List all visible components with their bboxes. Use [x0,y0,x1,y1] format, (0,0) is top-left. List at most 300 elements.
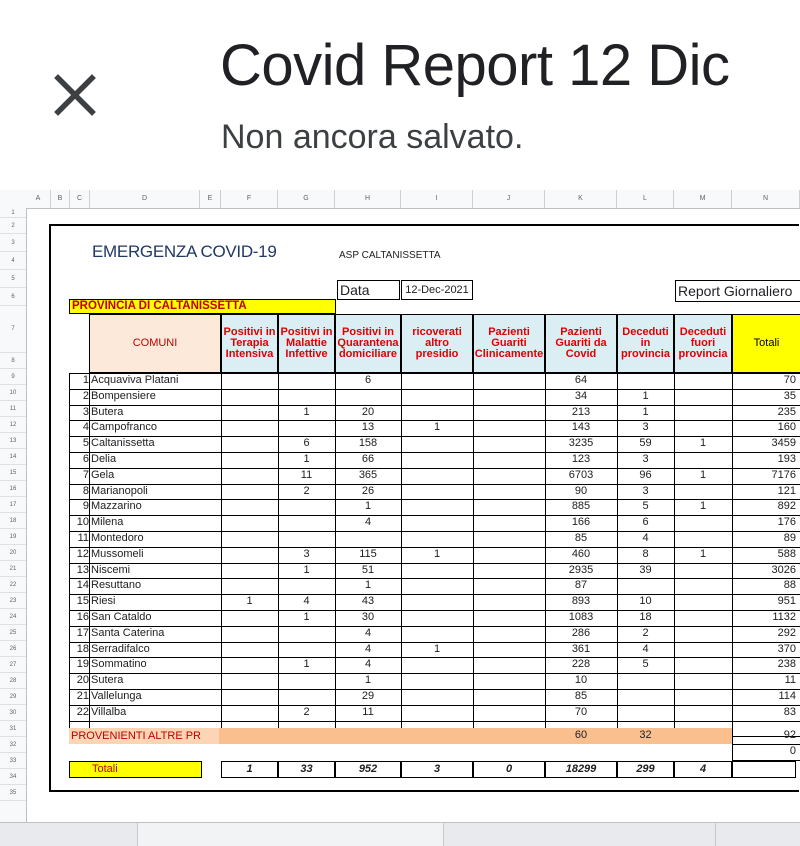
cell-malattie[interactable]: 1 [303,563,310,576]
cell-deceduti-fuori[interactable] [674,531,732,547]
cell-quarantena[interactable]: 26 [361,484,375,497]
column-header[interactable]: I [401,190,473,208]
cell-deceduti-in[interactable]: 8 [642,547,649,560]
row-header[interactable]: 18 [0,513,26,529]
close-icon[interactable] [52,72,98,118]
header-deceduti-fuori[interactable]: Deceduti fuori provincia [674,314,732,373]
totali-malattie[interactable]: 33 [278,761,335,778]
cell-guariti[interactable]: 143 [571,421,591,434]
cell-guariti-clin[interactable] [473,563,545,579]
sheet-tab[interactable] [0,823,138,846]
totali-label[interactable]: Totali [69,761,202,778]
row-header[interactable]: 24 [0,609,26,625]
cell-guariti-clin[interactable] [473,484,545,500]
cell-quarantena[interactable]: 4 [364,516,372,529]
column-header[interactable]: F [221,190,278,208]
cell-deceduti-fuori[interactable] [674,594,732,610]
cell-terapia[interactable]: 1 [246,595,253,608]
cell-guariti[interactable]: 123 [571,453,591,465]
cell-malattie[interactable] [278,626,335,642]
header-deceduti-in[interactable]: Deceduti in provincia [617,314,674,373]
cell-totale[interactable]: 83 [783,705,796,718]
cell-totale[interactable]: 11 [784,674,796,687]
row-number[interactable]: 17 [76,626,89,639]
comune-name[interactable]: Montedoro [91,532,144,544]
cell-totale[interactable]: 176 [777,516,796,529]
cell-guariti[interactable]: 10 [574,674,588,687]
cell-guariti[interactable]: 361 [571,642,591,655]
row-header[interactable]: 8 [0,353,26,369]
cell-malattie[interactable] [278,373,335,389]
row-header[interactable]: 33 [0,753,26,769]
cell-malattie[interactable] [278,578,335,594]
cell-guariti-clin[interactable] [473,578,545,594]
row-header[interactable]: 31 [0,721,26,737]
cell-totale[interactable]: 370 [777,642,796,655]
cell-totale[interactable]: 588 [777,547,796,560]
cell-ricoverati[interactable] [401,705,473,721]
cell-ricoverati[interactable] [401,389,473,405]
comune-name[interactable]: Sutera [91,674,124,687]
row-header[interactable]: 23 [0,593,26,609]
cell-terapia[interactable] [221,452,278,468]
cell-totale[interactable]: 3026 [771,563,796,576]
cell-totale[interactable]: 88 [783,579,796,592]
row-header[interactable]: 6 [0,288,26,306]
row-number[interactable]: 2 [82,389,89,402]
cell-guariti[interactable]: 885 [571,500,591,513]
cell-deceduti-in[interactable] [617,689,674,705]
cell-quarantena[interactable]: 4 [364,626,372,639]
row-header[interactable]: 20 [0,545,26,561]
row-number[interactable]: 21 [76,690,89,702]
cell-guariti[interactable]: 213 [571,405,591,418]
cell-deceduti-fuori[interactable] [674,578,732,594]
cell-terapia[interactable] [221,642,278,658]
cell-guariti[interactable]: 90 [574,484,588,497]
row-number[interactable]: 9 [82,500,89,513]
cell-guariti-clin[interactable] [473,531,545,547]
cell-quarantena[interactable] [335,389,401,405]
cell-terapia[interactable] [221,389,278,405]
comune-name[interactable]: Mussomeli [91,547,144,560]
cell-guariti-clin[interactable] [473,594,545,610]
row-number[interactable]: 19 [76,658,89,671]
cell-totale[interactable]: 1132 [772,611,796,623]
cell-deceduti-in[interactable]: 96 [639,468,652,481]
column-header[interactable]: D [90,190,200,208]
cell-deceduti-fuori[interactable] [674,610,732,626]
cell-deceduti-fuori[interactable] [674,484,732,500]
cell-guariti[interactable]: 286 [571,626,591,639]
cell-malattie[interactable]: 3 [303,547,310,560]
row-header[interactable]: 3 [0,234,26,252]
provenienti-label[interactable]: PROVENIENTI ALTRE PR [69,728,219,744]
cell-quarantena[interactable]: 43 [361,595,375,608]
cell-malattie[interactable] [278,531,335,547]
cell-ricoverati[interactable] [401,578,473,594]
cell-terapia[interactable] [221,705,278,721]
cell-guariti-clin[interactable] [473,420,545,436]
cell-deceduti-in[interactable]: 18 [639,611,652,623]
cell-ricoverati[interactable] [401,452,473,468]
cell-guariti-clin[interactable] [473,436,545,452]
cell-terapia[interactable] [221,420,278,436]
provenienti-totale[interactable]: 92 [783,729,796,741]
cell-totale[interactable]: 160 [777,421,796,434]
cell-terapia[interactable] [221,626,278,642]
cell-quarantena[interactable]: 1 [364,579,372,592]
row-header[interactable]: 12 [0,417,26,433]
cell-malattie[interactable] [278,642,335,658]
header-quarantena[interactable]: Positivi in Quarantena domiciliare [335,314,401,373]
cell-guariti-clin[interactable] [473,626,545,642]
cell-guariti-clin[interactable] [473,499,545,515]
totali-guariti-clinicamente[interactable]: 0 [473,761,545,778]
cell-guariti[interactable]: 893 [571,595,591,608]
cell-terapia[interactable] [221,499,278,515]
cell-quarantena[interactable]: 1 [364,500,372,513]
header-totali[interactable]: Totali [732,314,800,373]
row-header[interactable]: 34 [0,769,26,785]
row-number[interactable]: 13 [76,563,89,576]
cell-guariti[interactable]: 64 [574,374,588,386]
column-header[interactable]: H [335,190,401,208]
header-guariti-covid[interactable]: Pazienti Guariti da Covid [545,314,617,373]
cell-quarantena[interactable]: 11 [362,705,374,718]
cell-ricoverati[interactable]: 1 [433,421,441,434]
cell-malattie[interactable]: 1 [303,405,310,418]
row-header[interactable]: 19 [0,529,26,545]
comune-name[interactable]: Bompensiere [91,389,156,402]
cell-terapia[interactable] [221,673,278,689]
cell-guariti[interactable]: 87 [574,579,588,592]
cell-deceduti-in[interactable]: 4 [642,642,649,655]
cell-deceduti-fuori[interactable]: 1 [699,547,707,560]
cell-deceduti-in[interactable]: 2 [642,626,649,639]
cell-malattie[interactable]: 6 [303,437,310,450]
row-header[interactable]: 1 [0,208,26,218]
cell-deceduti-in[interactable]: 4 [642,532,649,544]
row-number[interactable]: 16 [76,611,89,623]
cell-terapia[interactable] [221,689,278,705]
cell-guariti[interactable]: 1083 [568,611,594,623]
provenienti-deceduti-in[interactable]: 32 [639,729,652,741]
cell-guariti-clin[interactable] [473,452,545,468]
cell-guariti-clin[interactable] [473,468,545,484]
cell-quarantena[interactable]: 66 [361,453,375,465]
cell-ricoverati[interactable] [401,689,473,705]
row-header[interactable]: 32 [0,737,26,753]
comune-name[interactable]: San Cataldo [91,611,152,623]
cell-guariti-clin[interactable] [473,515,545,531]
cell-quarantena[interactable]: 30 [361,611,375,623]
cell-guariti[interactable]: 166 [571,516,591,529]
totali-grand-total[interactable] [732,761,796,778]
cell-terapia[interactable] [221,531,278,547]
comune-name[interactable]: Butera [91,405,124,418]
cell-ricoverati[interactable] [401,610,473,626]
cell-terapia[interactable] [221,578,278,594]
cell-deceduti-in[interactable]: 10 [639,595,652,608]
row-header[interactable]: 22 [0,577,26,593]
row-number[interactable]: 12 [76,547,89,560]
cell-quarantena[interactable]: 115 [359,547,377,560]
cell-deceduti-in[interactable]: 3 [642,453,649,465]
provenienti-guariti[interactable]: 60 [574,729,588,741]
comune-name[interactable]: Marianopoli [91,484,148,497]
cell-deceduti-fuori[interactable] [674,452,732,468]
cell-ricoverati[interactable] [401,484,473,500]
cell-deceduti-in[interactable] [617,373,674,389]
row-header[interactable]: 25 [0,625,26,641]
cell-totale[interactable]: 3459 [771,437,796,450]
cell-deceduti-in[interactable]: 6 [642,516,649,529]
cell-deceduti-in[interactable]: 3 [642,484,649,497]
row-header[interactable]: 9 [0,369,26,385]
column-header[interactable]: G [278,190,335,208]
cell-guariti-clin[interactable] [473,642,545,658]
row-header[interactable]: 17 [0,497,26,513]
row-number[interactable]: 3 [82,405,89,418]
cell-totale[interactable]: 292 [777,626,796,639]
totali-deceduti-fuori[interactable]: 4 [674,761,732,778]
cell-totale[interactable]: 121 [777,484,796,497]
cell-guariti[interactable]: 460 [571,547,591,560]
totali-ricoverati[interactable]: 3 [401,761,473,778]
cell-deceduti-fuori[interactable] [674,373,732,389]
cell-malattie[interactable]: 1 [303,611,310,623]
cell-quarantena[interactable]: 1 [364,674,372,687]
totali-quarantena[interactable]: 952 [335,761,401,778]
cell-ricoverati[interactable] [401,515,473,531]
cell-guariti-clin[interactable] [473,673,545,689]
cell-malattie[interactable]: 2 [303,484,310,497]
row-header[interactable]: 13 [0,433,26,449]
cell-guariti[interactable]: 228 [571,658,591,671]
comune-name[interactable]: Sommatino [91,658,147,671]
header-comuni[interactable]: COMUNI [89,314,221,373]
cell-terapia[interactable] [221,515,278,531]
column-header[interactable]: E [200,190,221,208]
data-label-cell[interactable]: Data [337,280,400,300]
cell-malattie[interactable]: 2 [303,705,310,718]
comune-name[interactable]: Vallelunga [91,690,142,702]
cell-guariti[interactable]: 70 [574,705,588,718]
row-number[interactable]: 7 [82,468,89,481]
cell-deceduti-in[interactable]: 1 [642,405,649,418]
comune-name[interactable]: Acquaviva Platani [91,374,179,386]
cell-deceduti-in[interactable] [617,578,674,594]
cell-guariti-clin[interactable] [473,547,545,563]
comune-name[interactable]: Gela [91,468,115,481]
cell-totale[interactable]: 114 [778,690,796,702]
column-header[interactable]: M [674,190,732,208]
row-number[interactable]: 8 [82,484,89,497]
cell-deceduti-fuori[interactable]: 1 [699,500,707,513]
row-header[interactable]: 10 [0,385,26,401]
cell-deceduti-fuori[interactable] [674,673,732,689]
cell-totale[interactable]: 235 [777,405,796,418]
row-header[interactable]: 11 [0,401,26,417]
cell-deceduti-in[interactable] [617,673,674,689]
comune-name[interactable]: Villalba [91,705,127,718]
header-ricoverati[interactable]: ricoverati altro presidio [401,314,473,373]
cell-quarantena[interactable]: 158 [358,437,378,450]
cell-ricoverati[interactable] [401,405,473,421]
cell-terapia[interactable] [221,657,278,673]
cell-deceduti-in[interactable] [617,705,674,721]
comune-name[interactable]: Milena [91,516,124,529]
cell-terapia[interactable] [221,405,278,421]
row-header[interactable]: 7 [0,306,26,353]
row-number[interactable]: 10 [76,516,89,529]
cell-guariti[interactable]: 85 [574,532,588,544]
row-number[interactable]: 20 [76,674,89,687]
row-number[interactable]: 6 [82,453,89,465]
cell-ricoverati[interactable] [401,499,473,515]
cell-deceduti-fuori[interactable]: 1 [699,468,707,481]
empty-row-total[interactable]: 0 [789,745,796,757]
cell-deceduti-fuori[interactable] [674,657,732,673]
cell-quarantena[interactable] [335,531,401,547]
cell-guariti[interactable]: 34 [574,389,588,402]
row-number[interactable]: 5 [82,437,89,450]
cell-deceduti-fuori[interactable]: 1 [699,437,707,450]
row-header[interactable]: 26 [0,641,26,657]
cell-guariti-clin[interactable] [473,405,545,421]
column-header[interactable]: A [26,190,51,208]
row-header[interactable]: 35 [0,785,26,801]
cell-malattie[interactable]: 4 [303,595,310,608]
cell-guariti-clin[interactable] [473,389,545,405]
cell-malattie[interactable]: 11 [300,468,313,481]
comune-name[interactable]: Campofranco [91,421,158,434]
row-header[interactable]: 4 [0,252,26,270]
column-header[interactable]: J [473,190,545,208]
column-header[interactable]: L [617,190,674,208]
cell-guariti-clin[interactable] [473,705,545,721]
cell-totale[interactable]: 238 [777,658,796,671]
cell-quarantena[interactable]: 6 [364,374,372,386]
cell-guariti-clin[interactable] [473,610,545,626]
column-header[interactable]: N [732,190,800,208]
comune-name[interactable]: Caltanissetta [91,437,155,450]
province-title-cell[interactable]: PROVINCIA DI CALTANISSETTA [69,299,336,314]
cell-deceduti-fuori[interactable] [674,689,732,705]
cell-ricoverati[interactable] [401,657,473,673]
sheet-tab[interactable] [138,823,444,846]
row-header[interactable]: 16 [0,481,26,497]
cell-malattie[interactable]: 1 [303,658,310,671]
row-header[interactable]: 29 [0,689,26,705]
cell-deceduti-fuori[interactable] [674,705,732,721]
cell-deceduti-fuori[interactable] [674,515,732,531]
comune-name[interactable]: Santa Caterina [91,626,165,639]
header-guariti-clinicamente[interactable]: Pazienti Guariti Clinicamente [473,314,545,373]
cell-deceduti-fuori[interactable] [674,642,732,658]
comune-name[interactable]: Mazzarino [91,500,142,513]
cell-deceduti-fuori[interactable] [674,405,732,421]
cell-deceduti-in[interactable]: 5 [642,500,649,513]
cell-ricoverati[interactable] [401,436,473,452]
comune-name[interactable]: Serradifalco [91,642,150,655]
cell-ricoverati[interactable] [401,563,473,579]
cell-totale[interactable]: 951 [777,595,796,608]
row-header[interactable]: 30 [0,705,26,721]
column-header[interactable]: B [51,190,70,208]
comune-name[interactable]: Riesi [91,595,116,608]
row-header[interactable]: 28 [0,673,26,689]
cell-guariti[interactable]: 85 [574,690,588,702]
cell-malattie[interactable] [278,673,335,689]
cell-quarantena[interactable]: 4 [364,658,372,671]
cell-totale[interactable]: 193 [777,453,796,465]
row-header[interactable]: 15 [0,465,26,481]
sheet-tab[interactable] [444,823,716,846]
header-malattie-infettive[interactable]: Positivi in Malattie Infettive [278,314,335,373]
cell-totale[interactable]: 892 [777,500,796,513]
cell-totale[interactable]: 89 [783,532,796,544]
cell-quarantena[interactable]: 20 [361,405,375,418]
cell-terapia[interactable] [221,547,278,563]
cell-ricoverati[interactable] [401,626,473,642]
cell-ricoverati[interactable]: 1 [433,547,441,560]
row-header[interactable]: 2 [0,218,26,234]
cell-terapia[interactable] [221,436,278,452]
cell-deceduti-fuori[interactable] [674,420,732,436]
cell-ricoverati[interactable] [401,594,473,610]
cell-deceduti-in[interactable]: 5 [642,658,649,671]
cell-totale[interactable]: 70 [783,374,796,386]
cell-ricoverati[interactable] [401,673,473,689]
cell-quarantena[interactable]: 13 [361,421,375,434]
column-header[interactable]: K [545,190,617,208]
cell-deceduti-in[interactable]: 1 [642,389,649,402]
cell-quarantena[interactable]: 51 [361,563,375,576]
cell-terapia[interactable] [221,468,278,484]
totali-deceduti-in[interactable]: 299 [617,761,674,778]
row-number[interactable]: 15 [76,595,89,608]
cell-deceduti-in[interactable]: 3 [642,421,649,434]
date-cell[interactable]: 12-Dec-2021 [401,280,473,300]
cell-quarantena[interactable]: 29 [361,690,375,702]
cell-deceduti-in[interactable]: 59 [639,437,652,450]
row-number[interactable]: 1 [82,374,89,386]
cell-guariti[interactable]: 6703 [568,468,594,481]
cell-malattie[interactable] [278,420,335,436]
cell-malattie[interactable] [278,389,335,405]
cell-deceduti-fuori[interactable] [674,563,732,579]
cell-guariti-clin[interactable] [473,373,545,389]
comune-name[interactable]: Delia [91,453,117,465]
cell-ricoverati[interactable] [401,468,473,484]
row-number[interactable]: 14 [76,579,89,592]
cell-malattie[interactable] [278,499,335,515]
cell-terapia[interactable] [221,484,278,500]
comune-name[interactable]: Niscemi [91,563,131,576]
cell-guariti[interactable]: 3235 [568,437,594,450]
cell-terapia[interactable] [221,610,278,626]
row-header[interactable]: 14 [0,449,26,465]
cell-deceduti-fuori[interactable] [674,389,732,405]
row-header[interactable]: 21 [0,561,26,577]
totali-terapia[interactable]: 1 [221,761,278,778]
column-header[interactable]: C [70,190,90,208]
cell-totale[interactable]: 7176 [771,468,796,481]
row-number[interactable]: 18 [76,642,89,655]
cell-totale[interactable]: 35 [783,389,796,402]
